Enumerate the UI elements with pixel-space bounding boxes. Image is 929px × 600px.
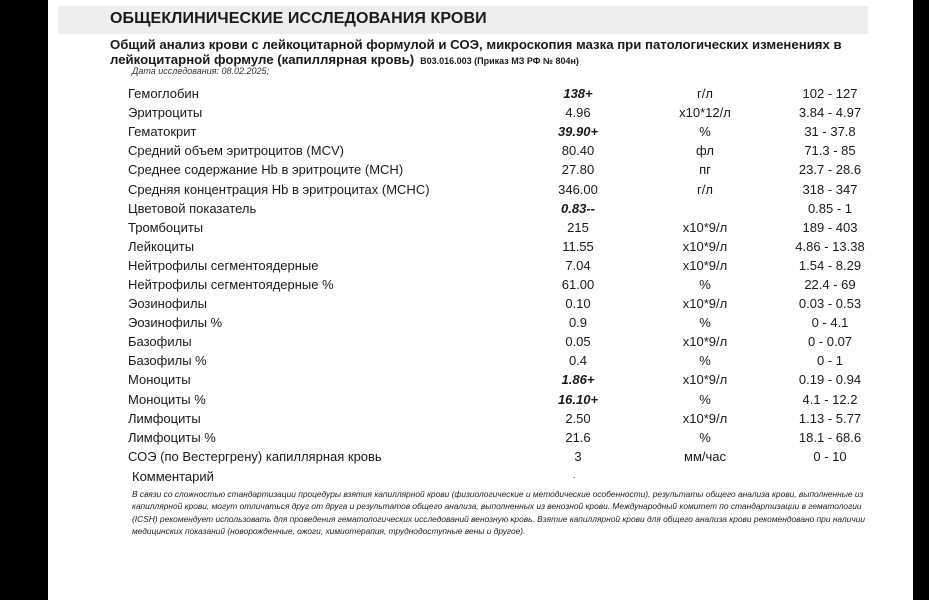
result-reference: 189 - 403 <box>802 219 858 235</box>
result-value: 346.00 <box>558 181 598 197</box>
result-value: 0.4 <box>568 353 588 369</box>
result-reference: 1.13 - 5.77 <box>798 410 862 426</box>
result-unit: x10*9/л <box>682 372 728 388</box>
test-date: Дата исследования: 08.02.2025; <box>132 66 270 76</box>
result-unit: x10*9/л <box>682 296 728 312</box>
test-description <box>110 37 870 69</box>
result-unit: % <box>699 276 711 292</box>
result-name: Нейтрофилы сегментоядерные % <box>128 276 334 292</box>
result-reference: 0 - 1 <box>816 353 843 369</box>
result-reference: 3.84 - 4.97 <box>798 105 862 121</box>
result-unit: % <box>699 124 711 140</box>
result-unit: x10*12/л <box>679 105 731 121</box>
result-unit: x10*9/л <box>682 257 728 273</box>
result-name: Эозинофилы <box>128 296 207 312</box>
result-name: Эритроциты <box>128 105 203 121</box>
result-reference: 23.7 - 28.6 <box>798 162 862 178</box>
comment-value: . <box>573 470 576 480</box>
result-name: Базофилы % <box>128 353 207 369</box>
result-row <box>128 218 903 237</box>
result-reference: 0 - 4.1 <box>811 315 849 331</box>
result-reference: 4.86 - 13.38 <box>795 238 865 254</box>
result-unit: пг <box>699 162 711 178</box>
result-value: 21.6 <box>565 429 591 445</box>
result-value: 215 <box>567 219 589 235</box>
result-name: Среднее содержание Hb в эритроците (MCH) <box>128 162 404 178</box>
result-value: 61.00 <box>561 276 595 292</box>
result-reference: 0.19 - 0.94 <box>798 372 862 388</box>
result-row <box>128 160 903 179</box>
result-value: 0.05 <box>565 334 591 350</box>
result-unit: x10*9/л <box>682 238 728 254</box>
result-unit: г/л <box>697 181 713 197</box>
result-reference: 22.4 - 69 <box>804 276 856 292</box>
result-unit: г/л <box>697 86 713 102</box>
result-unit: x10*9/л <box>682 410 728 426</box>
result-value: 11.55 <box>562 238 594 254</box>
result-row <box>128 294 903 313</box>
result-unit: фл <box>696 143 714 159</box>
result-unit: % <box>699 353 711 369</box>
result-name: Лимфоциты % <box>128 429 216 445</box>
result-name: Моноциты <box>128 372 191 388</box>
result-unit <box>653 199 757 218</box>
result-row <box>128 409 903 428</box>
test-name: Общий анализ крови с лейкоцитарной формулой и СОЭ, микроскопия мазка при патологических изменениях в лейкоцитарной формуле (капиллярная кровь) <box>110 37 842 67</box>
result-value: 4.96 <box>565 105 591 121</box>
results-table <box>128 84 903 466</box>
result-row <box>128 390 903 409</box>
result-row <box>128 141 903 160</box>
photo-edge-left <box>0 0 48 600</box>
result-reference: 0 - 0.07 <box>807 334 853 350</box>
result-row <box>128 103 903 122</box>
result-row <box>128 332 903 351</box>
comment-label: Комментарий <box>132 469 214 484</box>
result-name: Гематокрит <box>128 124 197 140</box>
result-unit: % <box>699 429 711 445</box>
section-title: ОБЩЕКЛИНИЧЕСКИЕ ИССЛЕДОВАНИЯ КРОВИ <box>110 10 487 27</box>
result-row <box>128 370 903 389</box>
result-name: Средний объем эритроцитов (MCV) <box>128 143 344 159</box>
result-row <box>128 256 903 275</box>
result-reference: 102 - 127 <box>802 86 858 102</box>
result-unit: мм/час <box>684 448 726 464</box>
result-row <box>128 84 903 103</box>
result-name: Базофилы <box>128 334 192 350</box>
result-row <box>128 428 903 447</box>
result-row <box>128 447 903 466</box>
results-body <box>128 84 903 466</box>
result-reference: 0 - 10 <box>813 448 847 464</box>
result-name: Моноциты % <box>128 391 206 407</box>
result-reference: 18.1 - 68.6 <box>798 429 862 445</box>
result-reference: 0.03 - 0.53 <box>798 296 862 312</box>
result-name: Эозинофилы % <box>128 315 223 331</box>
result-value: 0.9 <box>568 315 588 331</box>
result-value: 3 <box>574 448 582 464</box>
result-value: 138+ <box>563 86 593 102</box>
test-code: В03.016.003 (Приказ МЗ РФ № 804н) <box>420 56 579 66</box>
result-reference: 0.85 - 1 <box>807 200 853 216</box>
result-row <box>128 199 903 218</box>
result-row <box>128 179 903 198</box>
result-value: 0.10 <box>565 296 591 312</box>
disclaimer-note: В связи со сложностью стандартизации процедуры взятия капиллярной крови (физиологические и методические особенности), результаты общего анализа крови, выполненные из капиллярной крови, могут отличаться друг от друга и результатов общего анализа, выполненных из венозной крови. Международный комитет по стандартизации в гематологии (ICSH) рекомендует использовать для проведения гематологических исследований венозную кровь. Взятие капиллярной крови для общего анализа крови рекомендовано при наличии медицинских показаний (новорожденные, ожоги, химиотерапия, труднодоступные вены и другое). <box>132 489 866 536</box>
result-value: 0.83-- <box>561 200 595 216</box>
result-value: 2.50 <box>565 410 591 426</box>
result-name: Средняя концентрация Hb в эритроцитах (MCHC) <box>128 181 430 197</box>
result-name: Лимфоциты <box>128 410 201 426</box>
result-reference: 71.3 - 85 <box>804 143 856 159</box>
photo-edge-right <box>913 0 929 600</box>
result-row <box>128 237 903 256</box>
result-value: 1.86+ <box>561 372 595 388</box>
result-row <box>128 275 903 294</box>
result-value: 80.40 <box>561 143 595 159</box>
result-reference: 1.54 - 8.29 <box>798 257 862 273</box>
result-unit: x10*9/л <box>682 219 728 235</box>
result-reference: 4.1 - 12.2 <box>802 391 858 407</box>
result-row <box>128 122 903 141</box>
result-row <box>128 313 903 332</box>
result-reference: 318 - 347 <box>802 181 858 197</box>
result-value: 7.04 <box>565 257 591 273</box>
result-name: Цветовой показатель <box>128 200 257 216</box>
result-reference: 31 - 37.8 <box>804 124 856 140</box>
result-name: Гемоглобин <box>128 86 199 102</box>
result-name: СОЭ (по Вестергрену) капиллярная кровь <box>128 448 382 464</box>
result-unit: % <box>699 391 711 407</box>
result-value: 16.10+ <box>557 391 599 407</box>
result-name: Тромбоциты <box>128 219 204 235</box>
result-value: 27.80 <box>561 162 595 178</box>
result-unit: x10*9/л <box>682 334 728 350</box>
result-name: Нейтрофилы сегментоядерные <box>128 257 319 273</box>
result-unit: % <box>699 315 711 331</box>
result-row <box>128 351 903 370</box>
result-value: 39.90+ <box>557 124 599 140</box>
result-name: Лейкоциты <box>128 238 195 254</box>
